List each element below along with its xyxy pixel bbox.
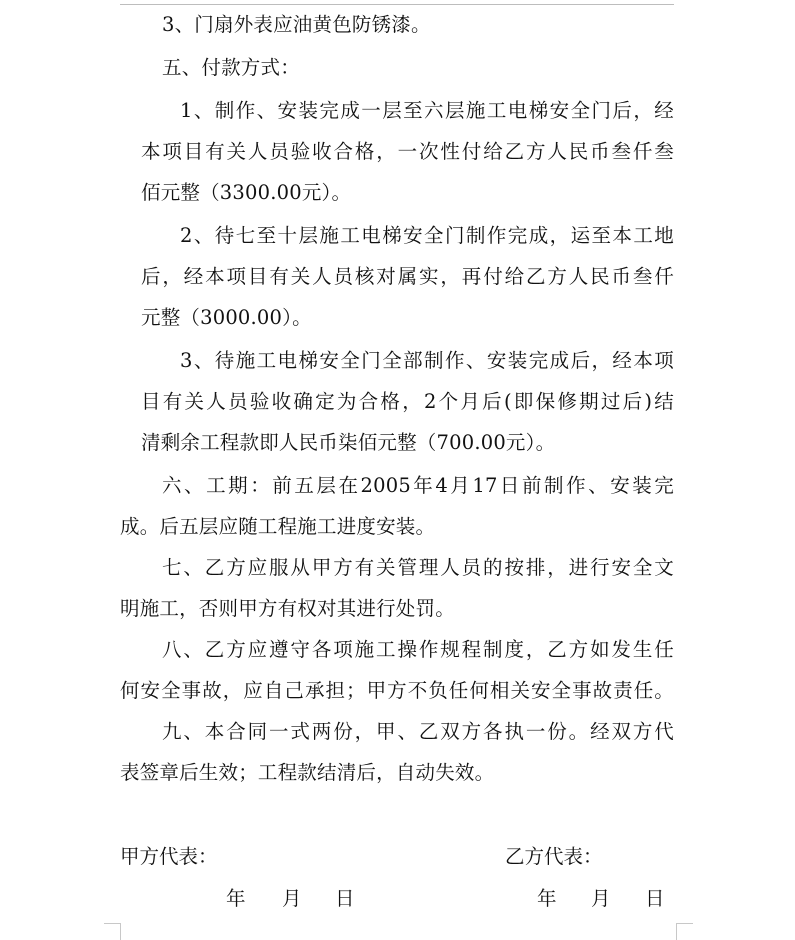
party-a-month: 月 [282, 887, 302, 910]
text-line-3: 1、制作、安装完成一层至六层施工电梯安全门后，经 [180, 99, 674, 122]
text-line-17: 何安全事故，应自己承担；甲方不负任何相关安全事故责任。 [120, 679, 674, 702]
text-line-7: 后，经本项目有关人员核对属实，再付给乙方人民币叁仟 [141, 265, 674, 288]
text-line-12: 六、工期：前五层在2005年4月17日前制作、安装完 [162, 474, 674, 497]
page-corner-mark-left [104, 923, 121, 940]
party-b-month: 月 [591, 887, 611, 910]
top-rule [120, 4, 674, 5]
party-a-day: 日 [335, 887, 355, 910]
party-a-label: 甲方代表： [120, 845, 218, 868]
text-line-13: 成。后五层应随工程施工进度安装。 [120, 515, 436, 538]
text-line-4: 本项目有关人员验收合格，一次性付给乙方人民币叁仟叁 [141, 140, 674, 163]
text-line-9: 3、待施工电梯安全门全部制作、安装完成后，经本项 [180, 349, 674, 372]
party-b-day: 日 [645, 887, 665, 910]
text-line-16: 八、乙方应遵守各项施工操作规程制度，乙方如发生任 [162, 638, 674, 661]
text-line-10: 目有关人员验收确定为合格，2个月后(即保修期过后)结 [141, 390, 674, 413]
text-line-11: 清剩余工程款即人民币柒佰元整（700.00元）。 [141, 431, 556, 454]
text-line-1: 3、门扇外表应油黄色防锈漆。 [162, 13, 431, 36]
text-line-19: 表签章后生效；工程款结清后，自动失效。 [120, 761, 495, 784]
page-corner-mark-right [676, 923, 693, 940]
text-line-8: 元整（3000.00）。 [141, 306, 312, 329]
party-b-year: 年 [537, 887, 557, 910]
text-line-5: 佰元整（3300.00元）。 [141, 181, 352, 204]
text-line-18: 九、本合同一式两份，甲、乙双方各执一份。经双方代 [162, 720, 674, 743]
party-a-year: 年 [226, 887, 246, 910]
text-line-2: 五、付款方式： [162, 56, 300, 79]
party-b-label: 乙方代表： [505, 845, 603, 868]
text-line-14: 七、乙方应服从甲方有关管理人员的按排，进行安全文 [162, 556, 674, 579]
text-line-6: 2、待七至十层施工电梯安全门制作完成，运至本工地 [180, 224, 674, 247]
text-line-15: 明施工，否则甲方有权对其进行处罚。 [120, 597, 455, 620]
